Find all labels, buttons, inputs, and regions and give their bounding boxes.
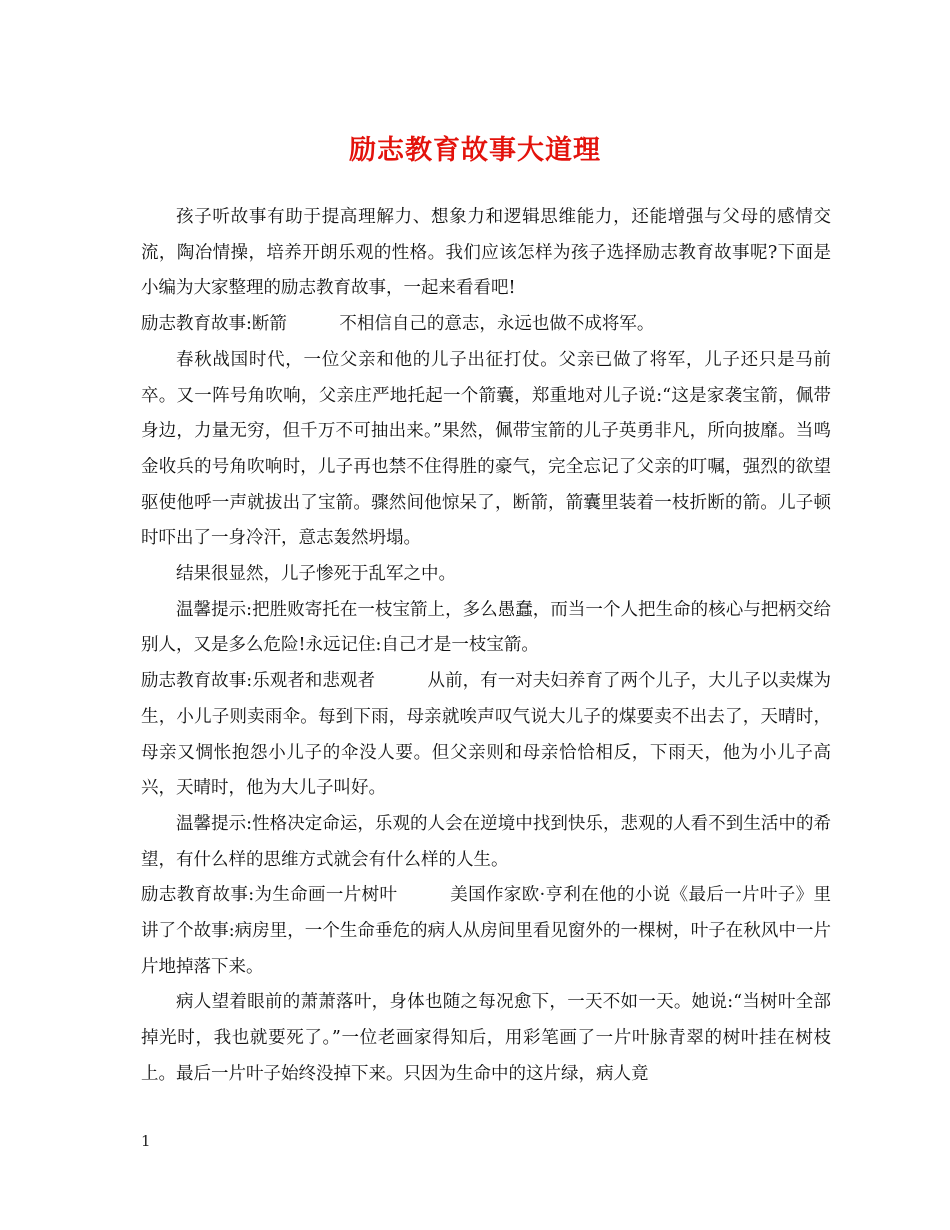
paragraph-broken-arrow-story: 春秋战国时代，一位父亲和他的儿子出征打仗。父亲已做了将军，儿子还只是马前卒。又一阵号角吹响，父亲庄严地托起一个箭囊，郑重地对儿子说:“这是家袭宝箭，佩带身边，力量无穷，但千万不可抽出来。”果然，佩带宝箭的儿子英勇非凡，所向披靡。当鸣金收兵的号角吹响时，儿子再也禁不住得胜的豪气，完全忘记了父亲的叮嘱，强烈的欲望驱使他呼一声就拔出了宝箭。骤然间他惊呆了，断箭，箭囊里装着一枝折断的箭。儿子顿时吓出了一身冷汗，意志轰然坍塌。 (141, 349, 831, 549)
story-summary: 不相信自己的意志，永远也做不成将军。 (339, 314, 655, 335)
page-number: 1 (141, 1132, 151, 1150)
paragraph-broken-arrow-result: 结果很显然，儿子惨死于乱军之中。 (176, 564, 456, 585)
paragraph-tip-1: 温馨提示:把胜败寄托在一枝宝箭上，多么愚蠢，而当一个人把生命的核心与把柄交给别人，又是多么危险!永远记住:自己才是一枝宝箭。 (141, 599, 831, 656)
paragraph-story-optimist (141, 664, 831, 807)
paragraph-leaf-story: 病人望着眼前的萧萧落叶，身体也随之每况愈下，一天不如一天。她说:“当树叶全部掉光时，我也就要死了。”一位老画家得知后，用彩笔画了一片叶脉青翠的树叶挂在树枝上。最后一片叶子始终没掉下来。只因为生命中的这片绿，病人竟 (141, 992, 831, 1084)
story-heading: 励志教育故事:乐观者和悲观者 (141, 671, 375, 692)
document-title: 励志教育故事大道理 (349, 135, 601, 166)
story-heading: 励志教育故事:为生命画一片树叶 (141, 885, 398, 906)
document-body (141, 200, 831, 1093)
story-heading: 励志教育故事:断箭 (141, 314, 287, 335)
paragraph-intro: 孩子听故事有助于提高理解力、想象力和逻辑思维能力，还能增强与父母的感情交流，陶冶情操，培养开朗乐观的性格。我们应该怎样为孩子选择励志教育故事呢?下面是小编为大家整理的励志教育故事，一起来看看吧! (141, 207, 831, 299)
paragraph-tip-2: 温馨提示:性格决定命运，乐观的人会在逆境中找到快乐，悲观的人看不到生活中的希望，有什么样的思维方式就会有什么样的人生。 (141, 813, 831, 870)
story-text: 美国作家欧·亨利在他的小说《最后一片叶子》里讲了个故事:病房里，一个生命垂危的病人从房间里看见窗外的一棵树，叶子在秋风中一片片地掉落下来。 (141, 885, 831, 977)
paragraph-story-leaf (141, 878, 831, 985)
story-text: 从前，有一对夫妇养育了两个儿子，大儿子以卖煤为生，小儿子则卖雨伞。每到下雨，母亲就唉声叹气说大儿子的煤要卖不出去了，天晴时，母亲又惆怅抱怨小儿子的伞没人要。但父亲则和母亲恰恰相反，下雨天，他为小儿子高兴，天晴时，他为大儿子叫好。 (141, 671, 831, 799)
paragraph-story-broken-arrow (141, 307, 831, 343)
